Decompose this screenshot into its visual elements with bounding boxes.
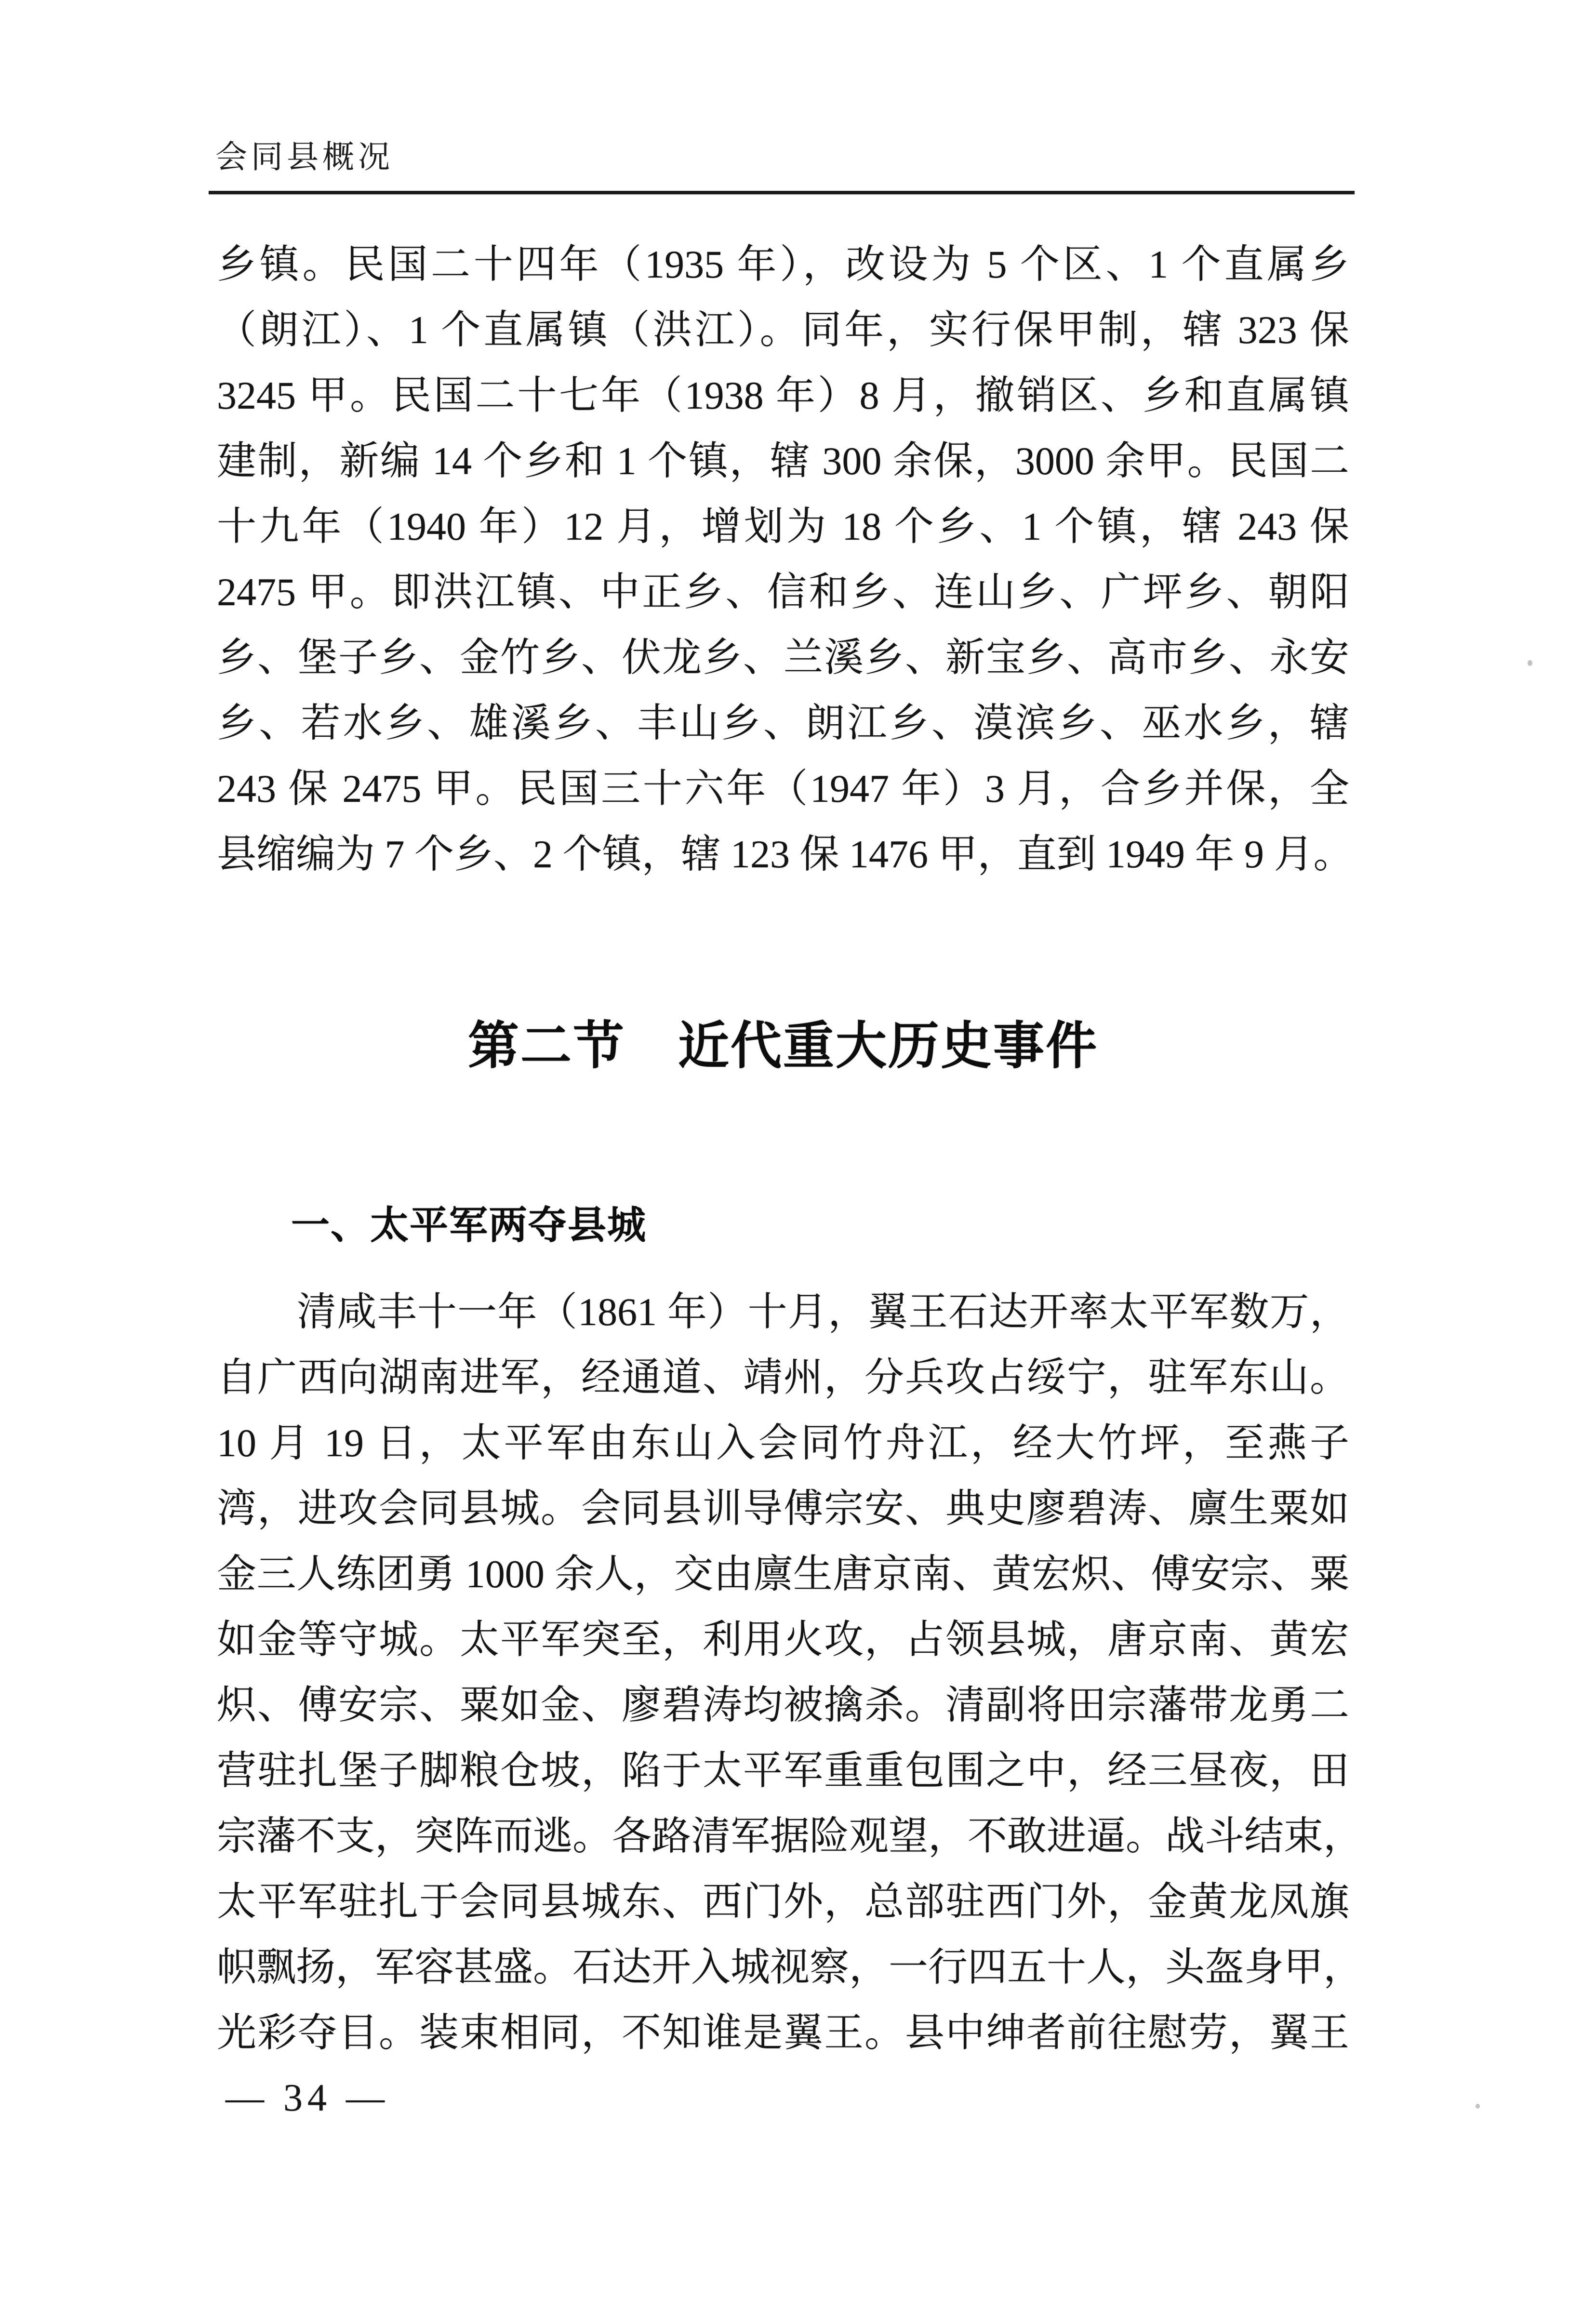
text-line: 清咸丰十一年（1861 年）十月，翼王石达开率太平军数万， xyxy=(297,1290,1349,1334)
page-number: — 34 — xyxy=(226,2077,389,2119)
text-line: 光彩夺目。装束相同，不知谁是翼王。县中绅者前往慰劳，翼王 xyxy=(217,2011,1349,2055)
text-line: 2475 甲。即洪江镇、中正乡、信和乡、连山乡、广坪乡、朝阳 xyxy=(217,570,1349,614)
scan-speck xyxy=(1476,2104,1480,2109)
text-line: 太平军驻扎于会同县城东、西门外，总部驻西门外，金黄龙凤旗 xyxy=(217,1880,1349,1924)
section-heading: 第二节 近代重大历史事件 xyxy=(468,1018,1098,1075)
text-line: 243 保 2475 甲。民国三十六年（1947 年）3 月，合乡并保，全 xyxy=(217,767,1349,810)
text-line: 建制，新编 14 个乡和 1 个镇，辖 300 余保，3000 余甲。民国二 xyxy=(217,439,1349,483)
text-line: 金三人练团勇 1000 余人，交由廪生唐京南、黄宏炽、傅安宗、粟 xyxy=(217,1552,1349,1596)
text-line: 炽、傅安宗、粟如金、廖碧涛均被擒杀。清副将田宗藩带龙勇二 xyxy=(217,1683,1349,1727)
text-line: 营驻扎堡子脚粮仓坡，陷于太平军重重包围之中，经三昼夜，田 xyxy=(217,1749,1349,1793)
text-line: 如金等守城。太平军突至，利用火攻，占领县城，唐京南、黄宏 xyxy=(217,1618,1349,1661)
text-line: 自广西向湖南进军，经通道、靖州，分兵攻占绥宁，驻军东山。 xyxy=(217,1355,1349,1399)
text-line: 湾，进攻会同县城。会同县训导傅宗安、典史廖碧涛、廪生粟如 xyxy=(217,1487,1349,1530)
header-divider-rule xyxy=(209,191,1355,194)
text-line: 3245 甲。民国二十七年（1938 年）8 月，撤销区、乡和直属镇 xyxy=(217,373,1349,417)
text-line: 十九年（1940 年）12 月，增划为 18 个乡、1 个镇，辖 243 保 xyxy=(217,505,1349,548)
text-line: 宗藩不支，突阵而逃。各路清军据险观望，不敢进逼。战斗结束， xyxy=(217,1814,1363,1858)
text-line: （朗江）、1 个直属镇（洪江）。同年，实行保甲制，辖 323 保 xyxy=(217,308,1349,352)
text-line: 乡、若水乡、雄溪乡、丰山乡、朗江乡、漠滨乡、巫水乡，辖 xyxy=(217,701,1349,745)
text-line: 帜飘扬，军容甚盛。石达开入城视察，一行四五十人，头盔身甲， xyxy=(217,1945,1363,1989)
text-line: 县缩编为 7 个乡、2 个镇，辖 123 保 1476 甲，直到 1949 年 9 月。 xyxy=(217,832,1353,876)
paragraph-taiping-army xyxy=(217,1279,1363,2066)
scan-speck xyxy=(1528,660,1532,666)
running-header-title: 会同县概况 xyxy=(215,140,394,175)
text-line: 10 月 19 日，太平军由东山入会同竹舟江，经大竹坪，至燕子 xyxy=(217,1421,1349,1465)
text-line: 乡、堡子乡、金竹乡、伏龙乡、兰溪乡、新宝乡、高市乡、永安 xyxy=(217,636,1349,679)
text-line: 乡镇。民国二十四年（1935 年），改设为 5 个区、1 个直属乡 xyxy=(217,242,1349,286)
paragraph-administrative-history xyxy=(217,232,1353,887)
subsection-heading: 一、太平军两夺县城 xyxy=(291,1204,647,1247)
